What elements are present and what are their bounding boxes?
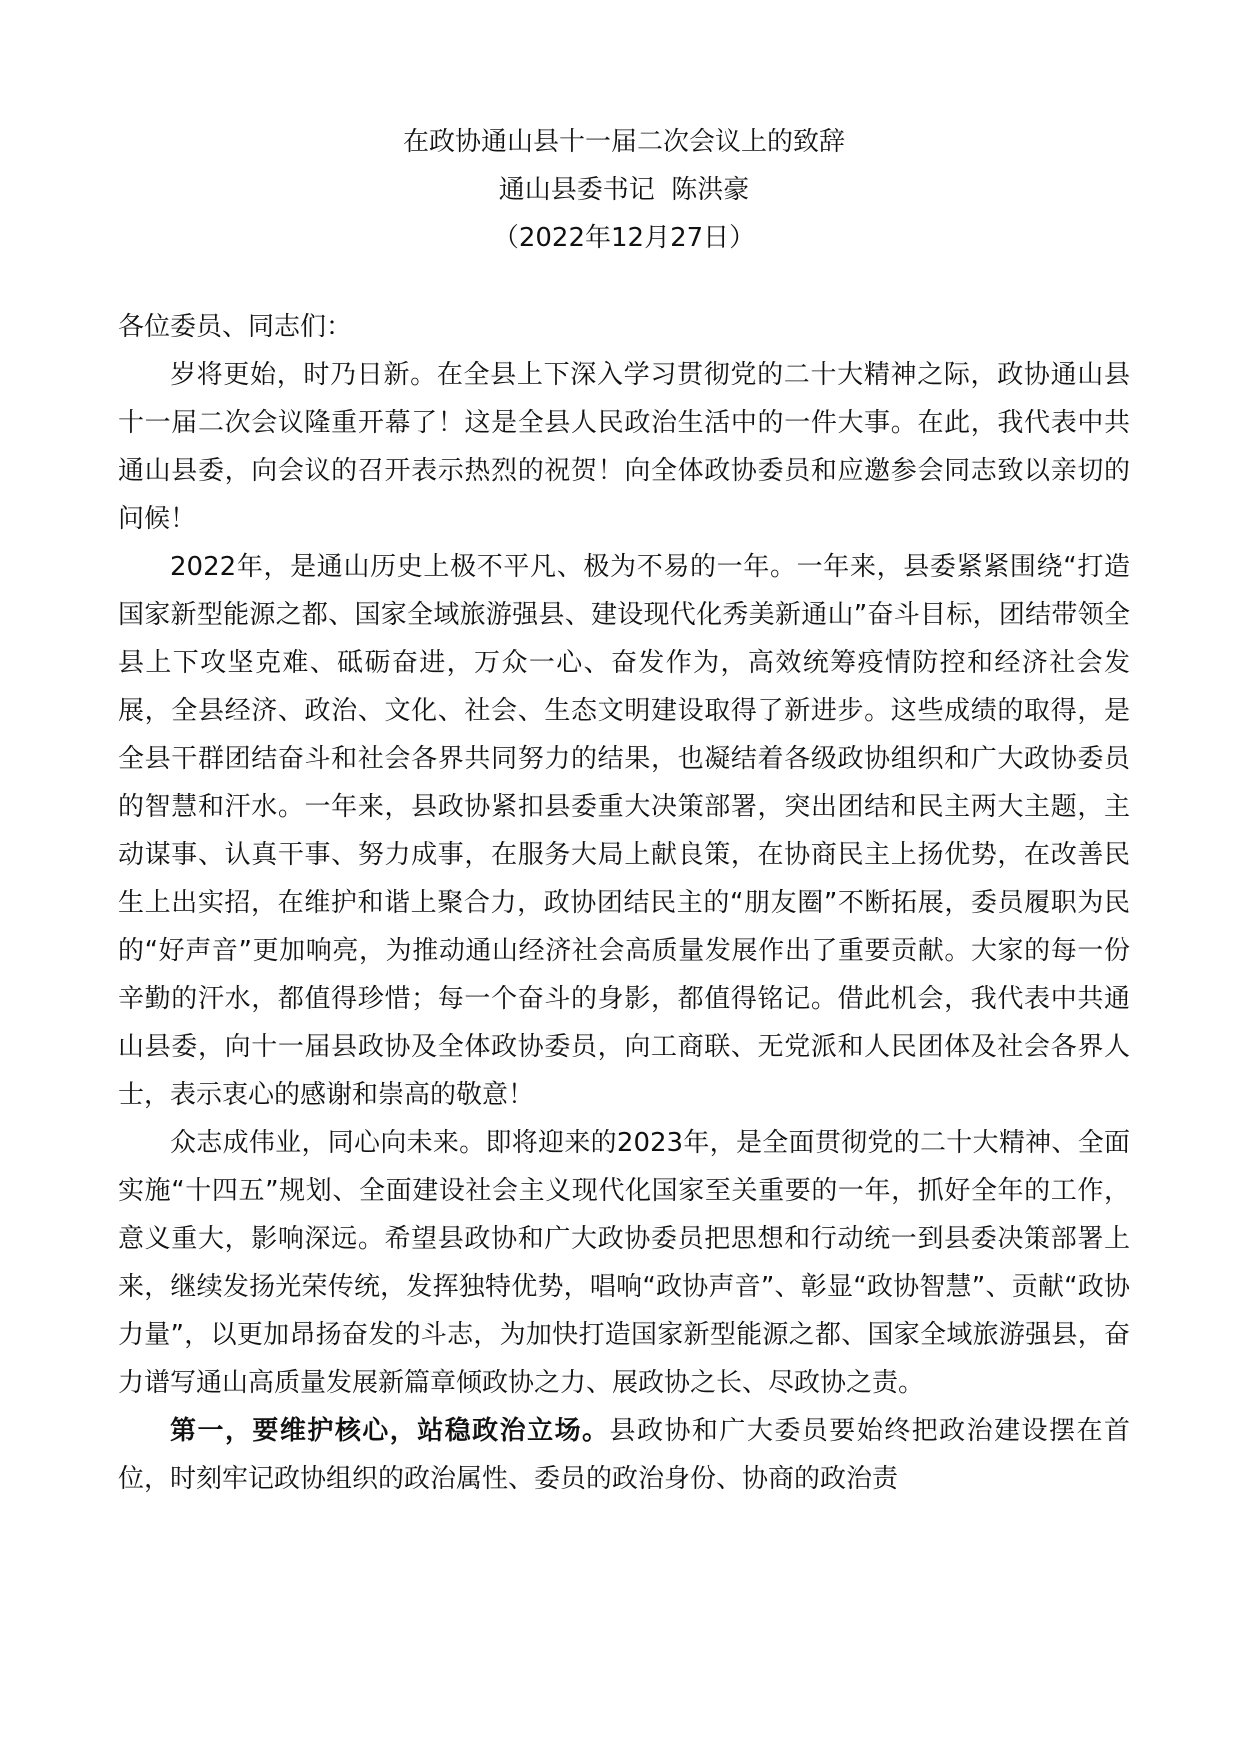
paragraph-text: 众志成伟业，同心向未来。即将迎来的2023年，是全面贯彻党的二十大精神、全面实施“十四五”规划、全面建设社会主义现代化国家至关重要的一年，抓好全年的工作，意义重大，影响深远。希望县政协和广大政协委员把思想和行动统一到县委决策部署上来，继续发扬光荣传统，发挥独特优势，唱响“政协声音”、彰显“政协智慧”、贡献“政协力量”，以更加昂扬奋发的斗志，为加快打造国家新型能源之都、国家全域旅游强县，奋力谱写通山高质量发展新篇章倾政协之力、展政协之长、尽政协之责。 — [118, 1128, 1130, 1398]
document-title: 在政协通山县十一届二次会议上的致辞 — [402, 127, 845, 157]
paragraph-4 — [118, 1407, 1130, 1503]
paragraph-text: 2022年，是通山历史上极不平凡、极为不易的一年。一年来，县委紧紧围绕“打造国家新型能源之都、国家全域旅游强县、建设现代化秀美新通山”奋斗目标，团结带领全县上下攻坚克难、砥砺奋进，万众一心、奋发作为，高效统筹疫情防控和经济社会发展，全县经济、政治、文化、社会、生态文明建设取得了新进步。这些成绩的取得，是全县干群团结奋斗和社会各界共同努力的结果，也凝结着各级政协组织和广大政协委员的智慧和汗水。一年来，县政协紧扣县委重大决策部署，突出团结和民主两大主题，主动谋事、认真干事、努力成事，在服务大局上献良策，在协商民主上扬优势，在改善民生上出实招，在维护和谐上聚合力，政协团结民主的“朋友圈”不断拓展，委员履职为民的“好声音”更加响亮，为推动通山经济社会高质量发展作出了重要贡献。大家的每一份辛勤的汗水，都值得珍惜；每一个奋斗的身影，都值得铭记。借此机会，我代表中共通山县委，向十一届县政协及全体政协委员，向工商联、无党派和人民团体及社会各界人士，表示衷心的感谢和崇高的敬意！ — [118, 552, 1130, 1110]
paragraph-1 — [118, 351, 1130, 543]
salutation: 各位委员、同志们： — [118, 312, 353, 342]
author-line: 通山县委书记 陈洪豪 — [498, 175, 750, 205]
paragraph-2 — [118, 543, 1130, 1119]
document-header — [118, 118, 1130, 262]
paragraph-lead: 第一，要维护核心，站稳政治立场。 — [170, 1416, 610, 1446]
date-line: （2022年12月27日） — [492, 223, 756, 253]
paragraph-3 — [118, 1119, 1130, 1407]
paragraph-text: 县政协和广大委员要始终把政治建设摆在首位，时刻牢记政协组织的政治属性、委员的政治身份、协商的政治责 — [118, 1416, 1130, 1494]
paragraph-text: 岁将更始，时乃日新。在全县上下深入学习贯彻党的二十大精神之际，政协通山县十一届二次会议隆重开幕了！这是全县人民政治生活中的一件大事。在此，我代表中共通山县委，向会议的召开表示热烈的祝贺！向全体政协委员和应邀参会同志致以亲切的问候！ — [118, 360, 1130, 534]
document-page — [118, 118, 1130, 1503]
